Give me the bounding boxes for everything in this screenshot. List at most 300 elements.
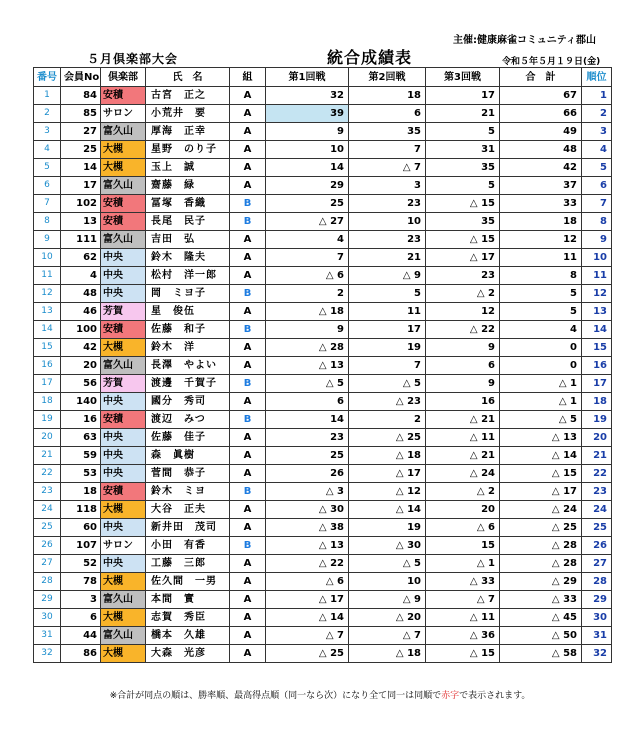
col-header-number: 番号 <box>34 68 61 87</box>
group: A <box>230 591 266 609</box>
round-1-score: 23 <box>266 429 349 447</box>
member-no: 48 <box>61 285 101 303</box>
row-number: 28 <box>34 573 61 591</box>
total-score: 33 <box>500 195 582 213</box>
table-row <box>34 267 612 285</box>
row-number: 26 <box>34 537 61 555</box>
round-3-score: △ 22 <box>426 321 500 339</box>
round-2-score: △ 18 <box>349 645 426 663</box>
total-score: 49 <box>500 123 582 141</box>
round-2-score: 19 <box>349 339 426 357</box>
group: A <box>230 609 266 627</box>
round-1-score: 26 <box>266 465 349 483</box>
player-name: 橋本 久雄 <box>146 627 230 645</box>
total-score: 18 <box>500 213 582 231</box>
rank: 23 <box>582 483 612 501</box>
round-1-score: △ 14 <box>266 609 349 627</box>
group: A <box>230 573 266 591</box>
round-1-score: 25 <box>266 195 349 213</box>
table-row <box>34 321 612 339</box>
round-3-score: △ 24 <box>426 465 500 483</box>
round-3-score: 9 <box>426 339 500 357</box>
player-name: 齋藤 緑 <box>146 177 230 195</box>
round-2-score: △ 20 <box>349 609 426 627</box>
total-score: △ 24 <box>500 501 582 519</box>
rank: 25 <box>582 519 612 537</box>
footnote-text: ※合計が同点の順は、勝率順、最高得点順（同一なら次）になり全て同一は同順で <box>109 691 442 701</box>
round-1-score: △ 28 <box>266 339 349 357</box>
round-2-score: 6 <box>349 105 426 123</box>
group: B <box>230 411 266 429</box>
round-1-score: △ 25 <box>266 645 349 663</box>
member-no: 27 <box>61 123 101 141</box>
club-name: 大槻 <box>101 339 146 357</box>
round-3-score: △ 36 <box>426 627 500 645</box>
club-name: 芳賀 <box>101 375 146 393</box>
round-1-score: △ 13 <box>266 537 349 555</box>
club-name: 中央 <box>101 267 146 285</box>
player-name: 鈴木 ミヨ <box>146 483 230 501</box>
club-name: 中央 <box>101 465 146 483</box>
row-number: 12 <box>34 285 61 303</box>
member-no: 107 <box>61 537 101 555</box>
club-name: 大槻 <box>101 645 146 663</box>
page-title: 統合成績表 <box>327 48 413 67</box>
round-3-score: 15 <box>426 537 500 555</box>
club-name: 中央 <box>101 429 146 447</box>
round-2-score: 7 <box>349 141 426 159</box>
total-score: 8 <box>500 267 582 285</box>
member-no: 18 <box>61 483 101 501</box>
player-name: 松村 洋一郎 <box>146 267 230 285</box>
rank: 27 <box>582 555 612 573</box>
row-number: 14 <box>34 321 61 339</box>
total-score: △ 50 <box>500 627 582 645</box>
group: A <box>230 627 266 645</box>
total-score: △ 15 <box>500 465 582 483</box>
group: A <box>230 159 266 177</box>
table-header-row <box>34 68 612 87</box>
group: A <box>230 519 266 537</box>
rank: 24 <box>582 501 612 519</box>
total-score: △ 58 <box>500 645 582 663</box>
col-header-group: 組 <box>230 68 266 87</box>
rank: 31 <box>582 627 612 645</box>
round-3-score: 35 <box>426 213 500 231</box>
round-3-score: 31 <box>426 141 500 159</box>
group: A <box>230 87 266 105</box>
club-name: 安積 <box>101 411 146 429</box>
table-row <box>34 231 612 249</box>
table-row <box>34 429 612 447</box>
member-no: 84 <box>61 87 101 105</box>
member-no: 86 <box>61 645 101 663</box>
rank: 19 <box>582 411 612 429</box>
member-no: 56 <box>61 375 101 393</box>
round-2-score: △ 7 <box>349 159 426 177</box>
group: B <box>230 195 266 213</box>
rank: 17 <box>582 375 612 393</box>
round-3-score: 5 <box>426 177 500 195</box>
total-score: 48 <box>500 141 582 159</box>
round-2-score: △ 25 <box>349 429 426 447</box>
player-name: 森 眞樹 <box>146 447 230 465</box>
round-2-score: 2 <box>349 411 426 429</box>
round-1-score: 39 <box>266 105 349 123</box>
club-name: 大槻 <box>101 609 146 627</box>
row-number: 3 <box>34 123 61 141</box>
row-number: 25 <box>34 519 61 537</box>
member-no: 42 <box>61 339 101 357</box>
organizer-label: 主催:健康麻雀コミュニティ郡山 <box>453 35 596 46</box>
round-1-score: 10 <box>266 141 349 159</box>
row-number: 20 <box>34 429 61 447</box>
member-no: 44 <box>61 627 101 645</box>
club-name: 中央 <box>101 393 146 411</box>
round-3-score: △ 15 <box>426 645 500 663</box>
total-score: △ 14 <box>500 447 582 465</box>
round-1-score: △ 38 <box>266 519 349 537</box>
row-number: 21 <box>34 447 61 465</box>
row-number: 1 <box>34 87 61 105</box>
group: A <box>230 105 266 123</box>
rank: 5 <box>582 159 612 177</box>
row-number: 32 <box>34 645 61 663</box>
member-no: 4 <box>61 267 101 285</box>
total-score: 4 <box>500 321 582 339</box>
member-no: 20 <box>61 357 101 375</box>
player-name: 吉田 弘 <box>146 231 230 249</box>
table-row <box>34 447 612 465</box>
round-1-score: 2 <box>266 285 349 303</box>
row-number: 23 <box>34 483 61 501</box>
round-2-score: △ 30 <box>349 537 426 555</box>
round-2-score: 7 <box>349 357 426 375</box>
round-3-score: △ 11 <box>426 609 500 627</box>
total-score: △ 17 <box>500 483 582 501</box>
table-row <box>34 339 612 357</box>
footnote-red-text: 赤字 <box>441 691 460 701</box>
club-name: 中央 <box>101 285 146 303</box>
round-1-score: △ 3 <box>266 483 349 501</box>
rank: 30 <box>582 609 612 627</box>
table-row <box>34 159 612 177</box>
table-row <box>34 393 612 411</box>
group: B <box>230 483 266 501</box>
player-name: 渡辺 みつ <box>146 411 230 429</box>
table-row <box>34 609 612 627</box>
rank: 26 <box>582 537 612 555</box>
club-name: 中央 <box>101 249 146 267</box>
round-2-score: △ 18 <box>349 447 426 465</box>
round-3-score: 17 <box>426 87 500 105</box>
round-3-score: △ 11 <box>426 429 500 447</box>
group: A <box>230 339 266 357</box>
total-score: 0 <box>500 339 582 357</box>
rank: 2 <box>582 105 612 123</box>
total-score: 42 <box>500 159 582 177</box>
rank: 14 <box>582 321 612 339</box>
round-1-score: 14 <box>266 159 349 177</box>
round-3-score: △ 6 <box>426 519 500 537</box>
round-1-score: △ 13 <box>266 357 349 375</box>
row-number: 8 <box>34 213 61 231</box>
round-3-score: △ 7 <box>426 591 500 609</box>
player-name: 渡邊 千賀子 <box>146 375 230 393</box>
row-number: 9 <box>34 231 61 249</box>
rank: 21 <box>582 447 612 465</box>
round-1-score: △ 18 <box>266 303 349 321</box>
col-header-club: 倶楽部 <box>101 68 146 87</box>
player-name: 星 俊伍 <box>146 303 230 321</box>
round-3-score: 20 <box>426 501 500 519</box>
group: B <box>230 285 266 303</box>
group: A <box>230 303 266 321</box>
club-name: 富久山 <box>101 627 146 645</box>
table-row <box>34 105 612 123</box>
rank: 15 <box>582 339 612 357</box>
event-date: 令和５年５月１９日(金) <box>502 57 601 67</box>
round-1-score: 29 <box>266 177 349 195</box>
club-name: サロン <box>101 537 146 555</box>
round-1-score: 6 <box>266 393 349 411</box>
table-body <box>34 87 612 663</box>
group: A <box>230 501 266 519</box>
col-header-total: 合 計 <box>500 68 582 87</box>
round-1-score: △ 17 <box>266 591 349 609</box>
round-3-score: 35 <box>426 159 500 177</box>
club-name: サロン <box>101 105 146 123</box>
round-3-score: △ 2 <box>426 285 500 303</box>
player-name: 長尾 民子 <box>146 213 230 231</box>
total-score: △ 5 <box>500 411 582 429</box>
member-no: 6 <box>61 609 101 627</box>
member-no: 13 <box>61 213 101 231</box>
rank: 3 <box>582 123 612 141</box>
player-name: 佐藤 和子 <box>146 321 230 339</box>
round-2-score: △ 17 <box>349 465 426 483</box>
member-no: 46 <box>61 303 101 321</box>
row-number: 24 <box>34 501 61 519</box>
rank: 13 <box>582 303 612 321</box>
rank: 1 <box>582 87 612 105</box>
total-score: △ 1 <box>500 393 582 411</box>
rank: 22 <box>582 465 612 483</box>
member-no: 3 <box>61 591 101 609</box>
table-row <box>34 591 612 609</box>
member-no: 17 <box>61 177 101 195</box>
group: B <box>230 321 266 339</box>
row-number: 27 <box>34 555 61 573</box>
row-number: 13 <box>34 303 61 321</box>
col-header-round-2: 第2回戦 <box>349 68 426 87</box>
round-3-score: 5 <box>426 123 500 141</box>
round-3-score: △ 33 <box>426 573 500 591</box>
total-score: 0 <box>500 357 582 375</box>
round-1-score: △ 7 <box>266 627 349 645</box>
player-name: 工藤 三郎 <box>146 555 230 573</box>
member-no: 25 <box>61 141 101 159</box>
member-no: 140 <box>61 393 101 411</box>
player-name: 國分 秀司 <box>146 393 230 411</box>
round-1-score: 4 <box>266 231 349 249</box>
total-score: 67 <box>500 87 582 105</box>
table-row <box>34 537 612 555</box>
player-name: 玉上 誠 <box>146 159 230 177</box>
round-2-score: △ 14 <box>349 501 426 519</box>
club-name: 大槻 <box>101 573 146 591</box>
table-row <box>34 285 612 303</box>
round-3-score: △ 15 <box>426 195 500 213</box>
player-name: 厚海 正幸 <box>146 123 230 141</box>
table-row <box>34 177 612 195</box>
player-name: 佐藤 佳子 <box>146 429 230 447</box>
group: A <box>230 429 266 447</box>
player-name: 小田 有香 <box>146 537 230 555</box>
group: A <box>230 249 266 267</box>
table-row <box>34 303 612 321</box>
row-number: 16 <box>34 357 61 375</box>
row-number: 30 <box>34 609 61 627</box>
group: A <box>230 555 266 573</box>
rank: 20 <box>582 429 612 447</box>
group: A <box>230 231 266 249</box>
player-name: 冨塚 香織 <box>146 195 230 213</box>
total-score: 66 <box>500 105 582 123</box>
round-2-score: △ 9 <box>349 267 426 285</box>
round-3-score: 6 <box>426 357 500 375</box>
member-no: 118 <box>61 501 101 519</box>
round-2-score: △ 5 <box>349 375 426 393</box>
round-1-score: △ 5 <box>266 375 349 393</box>
total-score: 5 <box>500 285 582 303</box>
total-score: △ 29 <box>500 573 582 591</box>
row-number: 29 <box>34 591 61 609</box>
row-number: 7 <box>34 195 61 213</box>
total-score: △ 28 <box>500 537 582 555</box>
player-name: 大森 光彦 <box>146 645 230 663</box>
group: A <box>230 645 266 663</box>
total-score: 37 <box>500 177 582 195</box>
col-header-member-no: 会員No <box>61 68 101 87</box>
round-1-score: △ 6 <box>266 573 349 591</box>
member-no: 53 <box>61 465 101 483</box>
club-name: 中央 <box>101 519 146 537</box>
player-name: 古宮 正之 <box>146 87 230 105</box>
player-name: 小荒井 要 <box>146 105 230 123</box>
round-1-score: 7 <box>266 249 349 267</box>
club-name: 芳賀 <box>101 303 146 321</box>
rank: 28 <box>582 573 612 591</box>
round-2-score: 23 <box>349 195 426 213</box>
event-name: ５月倶楽部大会 <box>87 52 179 66</box>
table-row <box>34 411 612 429</box>
member-no: 16 <box>61 411 101 429</box>
member-no: 111 <box>61 231 101 249</box>
round-3-score: 21 <box>426 105 500 123</box>
member-no: 52 <box>61 555 101 573</box>
round-2-score: △ 9 <box>349 591 426 609</box>
group: A <box>230 393 266 411</box>
round-3-score: △ 2 <box>426 483 500 501</box>
total-score: △ 33 <box>500 591 582 609</box>
round-1-score: 25 <box>266 447 349 465</box>
table-row <box>34 483 612 501</box>
round-3-score: △ 17 <box>426 249 500 267</box>
club-name: 安積 <box>101 321 146 339</box>
table-row <box>34 465 612 483</box>
round-1-score: 32 <box>266 87 349 105</box>
member-no: 78 <box>61 573 101 591</box>
round-2-score: △ 7 <box>349 627 426 645</box>
table-row <box>34 375 612 393</box>
round-2-score: △ 12 <box>349 483 426 501</box>
col-header-rank: 順位 <box>582 68 612 87</box>
row-number: 19 <box>34 411 61 429</box>
total-score: △ 13 <box>500 429 582 447</box>
table-row <box>34 357 612 375</box>
member-no: 62 <box>61 249 101 267</box>
club-name: 富久山 <box>101 123 146 141</box>
round-2-score: 11 <box>349 303 426 321</box>
rank: 16 <box>582 357 612 375</box>
club-name: 安積 <box>101 87 146 105</box>
rank: 29 <box>582 591 612 609</box>
group: A <box>230 447 266 465</box>
total-score: 12 <box>500 231 582 249</box>
group: B <box>230 375 266 393</box>
player-name: 星野 のり子 <box>146 141 230 159</box>
club-name: 富久山 <box>101 591 146 609</box>
total-score: 5 <box>500 303 582 321</box>
club-name: 中央 <box>101 555 146 573</box>
club-name: 大槻 <box>101 501 146 519</box>
group: A <box>230 123 266 141</box>
col-header-round-3: 第3回戦 <box>426 68 500 87</box>
table-row <box>34 249 612 267</box>
total-score: △ 25 <box>500 519 582 537</box>
footnote-text-end: で表示されます。 <box>459 691 531 701</box>
table-row <box>34 195 612 213</box>
club-name: 大槻 <box>101 141 146 159</box>
total-score: 11 <box>500 249 582 267</box>
round-3-score: △ 1 <box>426 555 500 573</box>
club-name: 安積 <box>101 213 146 231</box>
group: A <box>230 465 266 483</box>
round-2-score: 35 <box>349 123 426 141</box>
col-header-name: 氏 名 <box>146 68 230 87</box>
total-score: △ 28 <box>500 555 582 573</box>
results-table <box>33 67 612 663</box>
table-row <box>34 519 612 537</box>
group: B <box>230 537 266 555</box>
player-name: 大谷 正夫 <box>146 501 230 519</box>
round-3-score: △ 21 <box>426 447 500 465</box>
member-no: 59 <box>61 447 101 465</box>
rank: 7 <box>582 195 612 213</box>
player-name: 佐久間 一男 <box>146 573 230 591</box>
round-2-score: 17 <box>349 321 426 339</box>
row-number: 5 <box>34 159 61 177</box>
round-3-score: 23 <box>426 267 500 285</box>
round-1-score: △ 27 <box>266 213 349 231</box>
row-number: 2 <box>34 105 61 123</box>
row-number: 4 <box>34 141 61 159</box>
round-1-score: 9 <box>266 123 349 141</box>
round-1-score: △ 30 <box>266 501 349 519</box>
round-3-score: 12 <box>426 303 500 321</box>
total-score: △ 45 <box>500 609 582 627</box>
